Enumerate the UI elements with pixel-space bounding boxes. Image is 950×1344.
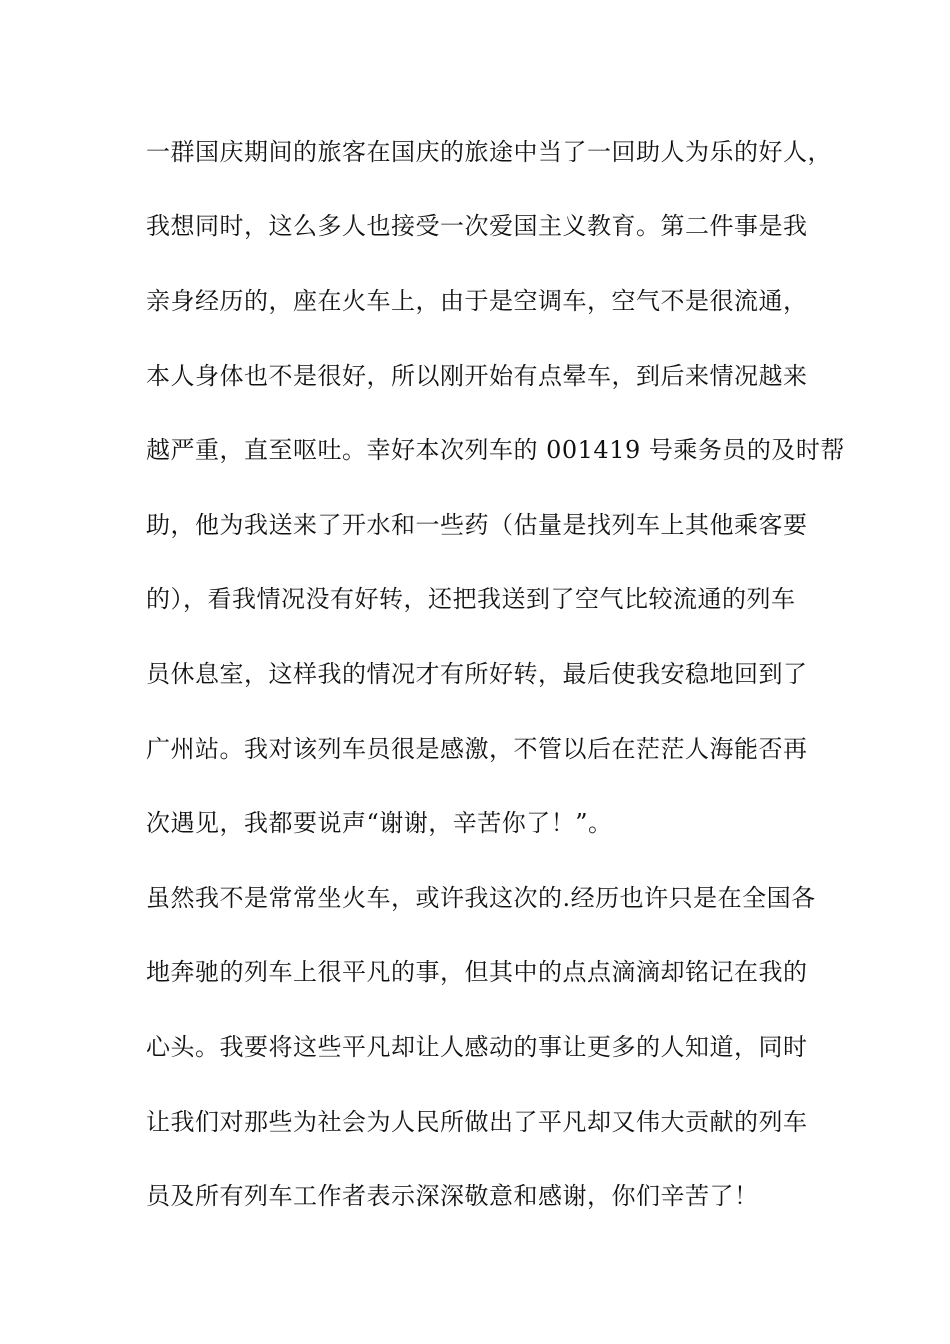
text-line: 越严重，直至呕吐。幸好本次列车的 001419 号乘务员的及时帮 xyxy=(146,436,845,464)
text-line: 助，他为我送来了开水和一些药（估量是找列车上其他乘客要 xyxy=(146,511,808,539)
text-line: 心头。我要将这些平凡却让人感动的事让更多的人知道，同时 xyxy=(146,1033,808,1061)
text-line: 让我们对那些为社会为人民所做出了平凡却又伟大贡献的列车 xyxy=(146,1108,808,1136)
text-line: 亲身经历的，座在火车上，由于是空调车，空气不是很流通， xyxy=(146,287,808,315)
text-line: 员及所有列车工作者表示深深敬意和感谢，你们辛苦了！ xyxy=(146,1182,759,1210)
text-line: 广州站。我对该列车员很是感激，不管以后在茫茫人海能否再 xyxy=(146,735,808,763)
text-line: 虽然我不是常常坐火车，或许我这次的.经历也许只是在全国各 xyxy=(146,884,816,912)
text-line: 员休息室，这样我的情况才有所好转，最后使我安稳地回到了 xyxy=(146,660,808,688)
text-line: 本人身体也不是很好，所以刚开始有点晕车，到后来情况越来 xyxy=(146,362,808,390)
text-line: 的），看我情况没有好转，还把我送到了空气比较流通的列车 xyxy=(146,585,796,613)
text-line: 次遇见，我都要说声“谢谢，辛苦你了！”。 xyxy=(146,809,613,837)
text-line: 地奔驰的列车上很平凡的事，但其中的点点滴滴却铭记在我的 xyxy=(146,958,808,986)
text-line: 我想同时，这么多人也接受一次爱国主义教育。第二件事是我 xyxy=(146,212,808,240)
text-line: 一群国庆期间的旅客在国庆的旅途中当了一回助人为乐的好人， xyxy=(146,138,832,166)
